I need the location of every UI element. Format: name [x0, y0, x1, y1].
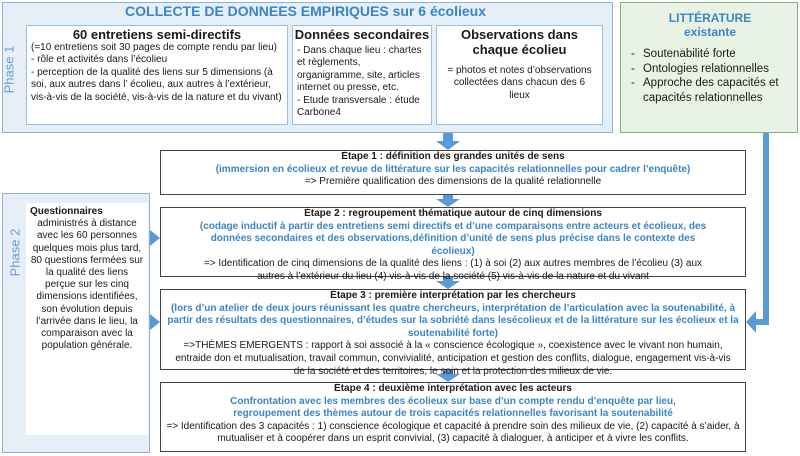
- secondary-data-title: Données secondaires: [294, 27, 430, 42]
- observations-body: = photos et notes d’observations collectées dans chacun des 6 lieux: [447, 65, 592, 101]
- step-3-title: Étape 3 : première interprétation par les chercheurs: [330, 290, 576, 301]
- step-1-method: (immersion en écolieux et revue de littérature sur les capacités relationnelles pour cadrer l’enquête): [215, 163, 691, 175]
- literature-container: [620, 2, 798, 133]
- interviews-box: [26, 25, 288, 125]
- observations-title: Observations dans chaque écolieu: [460, 27, 579, 57]
- phase1-label: Phase 1: [1, 45, 17, 94]
- literature-title: [621, 11, 799, 39]
- step-4-title: Étape 4 : deuxième interprétation avec les acteurs: [334, 383, 572, 394]
- secondary-data-line: - Dans chaque lieu : chartes et règlements, organigramme, site, articles internet ou presse, etc.: [297, 45, 422, 94]
- step-3-result: =>THÈMES EMERGENTS : rapport à soi associé à la « conscience écologique », coexistence avec le vivant non humain, entraide don et mutualisation, travail commun, convivialité, anticipation et gestion des conflits, dialogue, engagement vis-à-vis de la société et des territoires, le soin et la protection des milieux de vie.: [175, 340, 731, 377]
- literature-item: - Soutenabilité forte: [631, 47, 799, 62]
- interviews-line: - perception de la qualité des liens sur 5 dimensions (à soi, aux autres dans l’ écolieu, aux autres à l’extérieur, vis-à-vis de la société, vis-à-vis de la nature et du vivant): [31, 66, 282, 103]
- step-2-title: Étape 2 : regroupement thématique autour de cinq dimensions: [304, 208, 602, 219]
- step-1-title: Étape 1 : définition des grandes unités de sens: [341, 151, 565, 162]
- literature-item: - Ontologies relationnelles: [631, 62, 799, 77]
- step-2-box: [160, 207, 746, 282]
- secondary-data-body: [293, 45, 431, 119]
- literature-title-line2: existante: [683, 25, 737, 39]
- interviews-line: - rôle et activités dans l’écolieu: [31, 54, 168, 66]
- step-3-box: [160, 289, 746, 377]
- step-1-result: => Première qualification des dimensions de la qualité relationnelle: [304, 176, 602, 188]
- questionnaire-title: Questionnaires: [30, 206, 103, 217]
- questionnaire-body: administrés à distance avec les 60 personnes quelques mois plus tard, 80 questions fermées sur la qualité des liens perçue sur les cinq dimensions identifiées, son évolution depuis l’arrivée dans le lieu, la comparaison avec la population générale.: [30, 218, 144, 352]
- step-4-method: Confrontation avec les membres des écolieux sur base d’un compte rendu d’enquête par lieu, regroupement des thèmes autour de trois capacités relationnelles favorisant la soutenabilité: [230, 395, 676, 420]
- step-2-method: (codage inductif à partir des entretiens semi directifs et d’une comparaisons entre acteurs et écolieux, des données secondaires et des observations,définition d’unité de sens plus précise dans le contexte des écolieux): [199, 220, 707, 257]
- step-3-method: (lors d’un atelier de deux jours réunissant les quatre chercheurs, interprétation de l’articulation avec la soutenabilité, à partir des résultats des questionnaires, d’études sur la sobriété dans lesécolieux et de la littérature sur les écolieux et la soutenabilité forte): [167, 302, 739, 339]
- observations-box: [436, 25, 603, 125]
- interviews-body: [27, 42, 287, 104]
- literature-list: [631, 47, 799, 105]
- interviews-title: 60 entretiens semi-directifs: [72, 27, 242, 42]
- interviews-line: (=10 entretiens soit 30 pages de compte rendu par lieu): [31, 42, 277, 53]
- secondary-data-line: - Etude transversale : étude Carbone4: [297, 94, 420, 119]
- secondary-data-box: [292, 25, 432, 125]
- step-4-box: [160, 382, 746, 452]
- literature-item: - Approche des capacités et capacités relationnelles: [631, 76, 799, 105]
- phase2-label: Phase 2: [7, 228, 23, 277]
- step-1-box: [160, 150, 746, 195]
- step-4-result: => Identification des 3 capacités : 1) conscience écologique et capacité à prendre soin des milieux de vie, (2) capacité à s’aider, à mutualiser et à coopérer dans un esprit convivial, (3) capacité à dialoguer, à anticiper et à vivre les conflits.: [166, 420, 740, 445]
- literature-title-line1: LITTÉRATURE: [668, 11, 752, 25]
- phase1-title: COLLECTE DE DONNEES EMPIRIQUES sur 6 écolieux: [125, 3, 486, 19]
- questionnaire-text: [30, 206, 144, 352]
- step-2-result: => Identification de cinq dimensions de la qualité des liens : (1) à soi (2) aux autres membres de l’écolieu (3) aux autres à l’extérieur du lieu (4) vis-à-vis de la société (5) vis-à-vis de la nature et du vivant: [203, 258, 703, 282]
